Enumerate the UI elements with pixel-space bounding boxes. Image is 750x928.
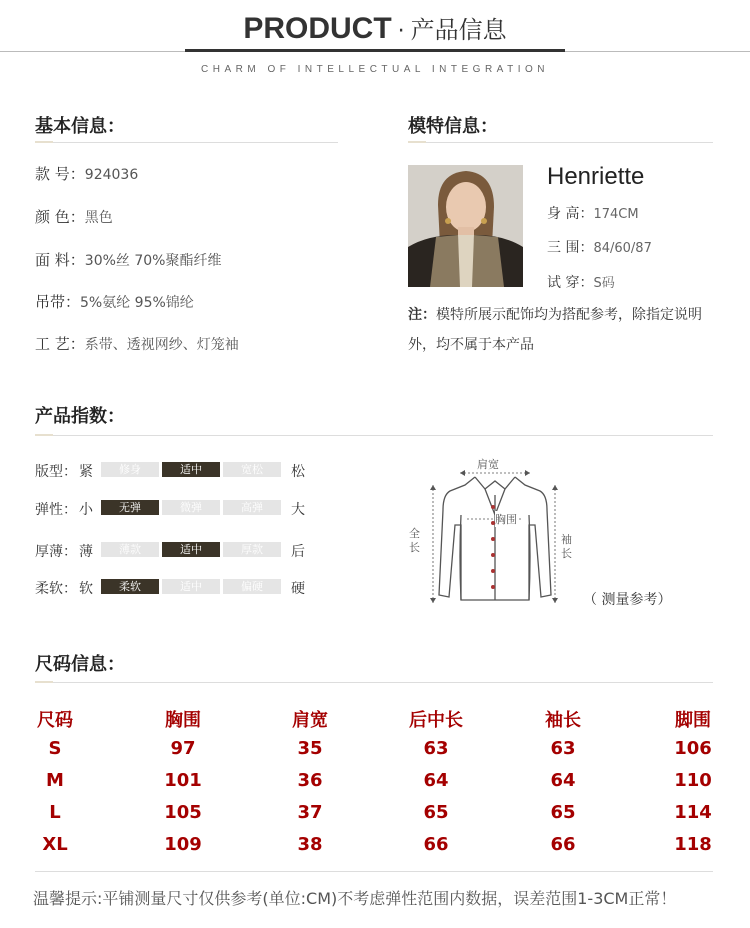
- model-info-rule: [408, 142, 713, 143]
- header-title-zh: 产品信息: [410, 16, 507, 44]
- model-note: [408, 300, 718, 360]
- size-cell: 105: [164, 802, 202, 823]
- index-title: 产品指数：: [35, 406, 125, 427]
- basic-info-value: 30%丝 70%聚酯纤维: [84, 253, 222, 269]
- size-cell: 109: [164, 834, 202, 855]
- basic-info-row: [35, 333, 239, 354]
- index-segment: 适中: [162, 579, 220, 594]
- index-segment: 修身: [101, 462, 159, 477]
- index-left-label: 紧: [79, 464, 93, 480]
- size-title: 尺码信息：: [35, 654, 125, 675]
- size-cell: 106: [674, 738, 712, 759]
- model-note-label: 注：: [408, 307, 436, 323]
- size-cell: 65: [550, 802, 576, 823]
- size-cell: 63: [550, 738, 576, 759]
- model-note-text: 模特所展示配饰均为搭配参考，除指定说明外，均不属于本产品: [408, 307, 702, 353]
- diagram-label-length: 全长: [409, 527, 420, 554]
- size-bottom-rule: [35, 871, 713, 872]
- model-info-rule-accent: [408, 141, 426, 143]
- size-cell: L: [49, 802, 61, 823]
- size-cell: XL: [42, 834, 68, 855]
- size-cell: 101: [164, 770, 202, 791]
- size-header-cell: 胸围: [165, 710, 201, 731]
- page-header-title: [0, 10, 750, 46]
- header-title-dot: ·: [397, 19, 405, 44]
- index-segment: 薄款: [101, 542, 159, 557]
- diagram-label-shoulder: 肩宽: [477, 458, 499, 471]
- size-rule: [35, 682, 713, 683]
- model-info-value: 174CM: [593, 207, 639, 222]
- index-segment: 偏硬: [223, 579, 281, 594]
- model-info-label: 三 围：: [547, 240, 594, 256]
- index-segment: 无弹: [101, 500, 159, 515]
- basic-info-row: [35, 206, 113, 227]
- index-label: 版型：: [35, 464, 77, 480]
- index-segment: 适中: [162, 462, 220, 477]
- diagram-label-sleeve: 袖长: [561, 533, 572, 560]
- basic-info-title: 基本信息：: [35, 116, 125, 137]
- basic-info-value: 924036: [84, 167, 139, 183]
- model-info-value: S码: [593, 276, 615, 291]
- index-row: [35, 499, 315, 519]
- index-segment: 微弹: [162, 500, 220, 515]
- basic-info-value: 系带、透视网纱、灯笼袖: [84, 337, 239, 353]
- size-header-cell: 脚围: [675, 710, 711, 731]
- model-name: Henriette: [547, 163, 645, 190]
- index-left-label: 小: [79, 502, 93, 518]
- index-right-label: 大: [291, 502, 305, 518]
- size-header-cell: 后中长: [409, 710, 463, 731]
- basic-info-label: 吊带：: [35, 293, 81, 311]
- basic-info-label: 工 艺：: [35, 335, 85, 353]
- size-cell: 63: [423, 738, 449, 759]
- index-segment: 宽松: [223, 462, 281, 477]
- size-cell: 64: [550, 770, 576, 791]
- basic-info-row: [35, 291, 194, 312]
- index-rule: [35, 435, 713, 436]
- index-segment: 厚款: [223, 542, 281, 557]
- size-rule-accent: [35, 681, 53, 683]
- basic-info-value: 黑色: [84, 210, 113, 226]
- header-title-en: PRODUCT: [243, 12, 392, 45]
- model-info-title: 模特信息：: [408, 116, 498, 137]
- size-cell: 114: [674, 802, 712, 823]
- size-tip: 温馨提示:平铺测量尺寸仅供参考(单位:CM)不考虑弹性范围内数据，误差范围1-3CM正常！: [33, 889, 677, 908]
- size-header-cell: 袖长: [545, 710, 581, 731]
- size-cell: S: [48, 738, 62, 759]
- index-label: 柔软：: [35, 581, 77, 597]
- model-info-label: 身 高：: [547, 206, 594, 222]
- index-segment: 高弹: [223, 500, 281, 515]
- basic-info-row: [35, 163, 138, 184]
- size-cell: 64: [423, 770, 449, 791]
- index-right-label: 后: [291, 544, 305, 560]
- size-cell: M: [46, 770, 64, 791]
- basic-info-row: [35, 249, 221, 270]
- model-info-value: 84/60/87: [593, 241, 652, 256]
- size-cell: 66: [423, 834, 449, 855]
- basic-info-rule-accent: [35, 141, 53, 143]
- basic-info-label: 款 号：: [35, 165, 85, 183]
- index-row: [35, 461, 315, 481]
- size-cell: 118: [674, 834, 712, 855]
- size-cell: 110: [674, 770, 712, 791]
- index-right-label: 松: [291, 464, 305, 480]
- size-cell: 36: [297, 770, 323, 791]
- size-header-cell: 尺码: [37, 710, 73, 731]
- size-cell: 37: [297, 802, 323, 823]
- basic-info-value: 5%氨纶 95%锦纶: [80, 295, 194, 311]
- model-info-row: [547, 203, 639, 223]
- size-header-cell: 肩宽: [292, 710, 328, 731]
- model-info-label: 试 穿：: [547, 275, 594, 291]
- index-right-label: 硬: [291, 581, 305, 597]
- basic-info-rule: [35, 142, 338, 143]
- index-segment: 柔软: [101, 579, 159, 594]
- size-cell: 66: [550, 834, 576, 855]
- model-info-row: [547, 237, 652, 257]
- index-left-label: 薄: [79, 544, 93, 560]
- size-cell: 65: [423, 802, 449, 823]
- model-photo: [408, 165, 523, 287]
- basic-info-label: 面 料：: [35, 251, 85, 269]
- header-subtitle: CHARM OF INTELLECTUAL INTEGRATION: [201, 64, 549, 75]
- header-divider-accent: [185, 49, 565, 52]
- index-label: 厚薄：: [35, 544, 77, 560]
- measure-diagram: [405, 455, 585, 625]
- index-segment: 适中: [162, 542, 220, 557]
- size-cell: 38: [297, 834, 323, 855]
- index-rule-accent: [35, 434, 53, 436]
- basic-info-label: 颜 色：: [35, 208, 85, 226]
- model-info-row: [547, 272, 615, 292]
- diagram-caption: （ 测量参考）: [583, 592, 672, 608]
- index-row: [35, 578, 315, 598]
- index-row: [35, 541, 315, 561]
- size-cell: 35: [297, 738, 323, 759]
- diagram-label-chest: 胸围: [495, 513, 517, 526]
- index-left-label: 软: [79, 581, 93, 597]
- index-label: 弹性：: [35, 502, 77, 518]
- size-cell: 97: [170, 738, 196, 759]
